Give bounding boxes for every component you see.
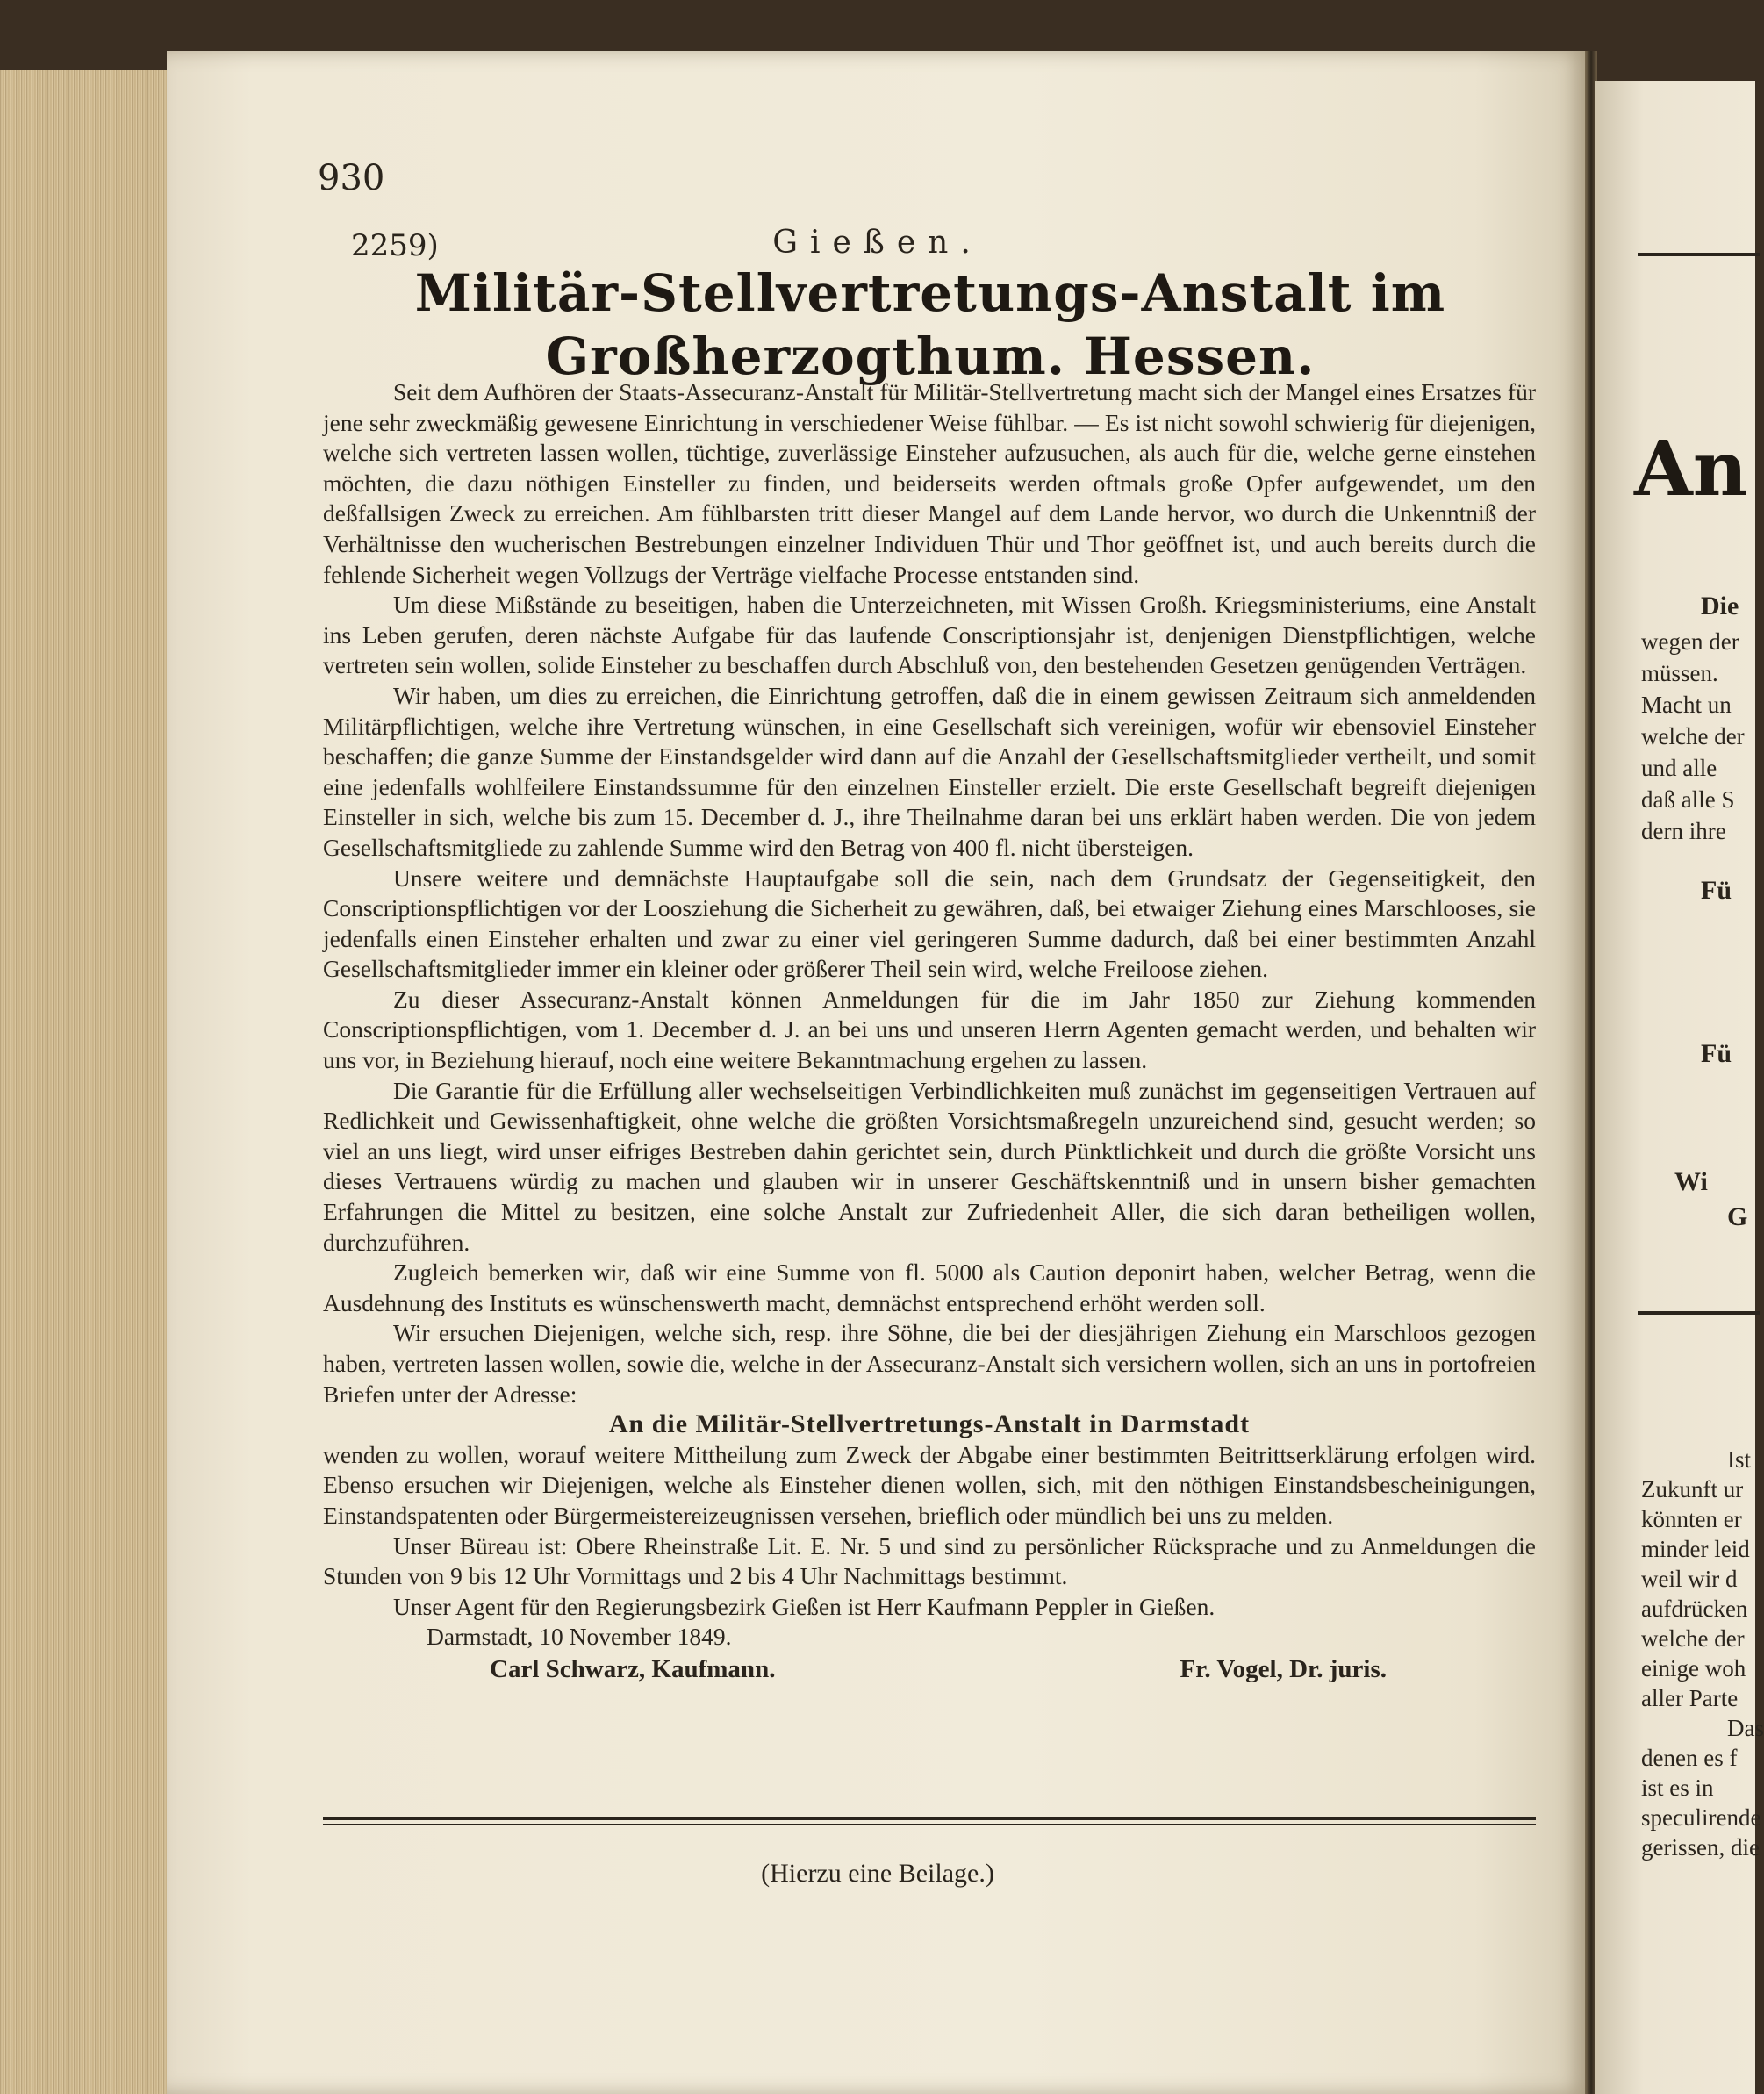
paragraph: Zu dieser Assecuranz-Anstalt können Anmeldungen für die im Jahr 1850 zur Ziehung kommenden Conscriptionspflichtigen, vom 1. December d. J. an bei uns und unseren Herrn Agenten gemacht werden, und behalten wir uns vor, in Beziehung hierauf, noch eine weitere Bekanntmachung ergehen zu lassen. xyxy=(323,985,1536,1074)
right-page-heading: An xyxy=(1634,425,1748,513)
right-page-line: Wi xyxy=(1674,1167,1708,1196)
right-page-line: Zukunft ur xyxy=(1641,1476,1744,1502)
paragraph: Unsere weitere und demnächste Hauptaufgabe soll die sein, nach dem Grundsatz der Gegenseitigkeit, den Conscriptionspflichtigen vor der Loosziehung die Sicherheit zu gewähren, daß, bei etwaiger Ziehung eines Marschlooses, sie jedenfalls einen Einsteher erhalten und zwar zu einer viel geringeren Summe dadurch, daß bei einer bestimmten Anzahl Gesellschaftsmitglieder immer ein kleiner oder größerer Theil sein wird, welche Freiloose ziehen. xyxy=(323,864,1536,983)
right-page-line: Macht un xyxy=(1641,692,1732,718)
paragraph: wenden zu wollen, worauf weitere Mittheilung zum Zweck der Abgabe einer bestimmten Beitrittserklärung erfolgen wird. Ebenso ersuchen wir Diejenigen, welche als Einsteher dienen wollen, sich, mit den nöthigen Einstandsbescheinigungen, Einstandspatenten oder Bürgermeistereizeugnissen versehen, brieflich oder mündlich bei uns zu melden. xyxy=(323,1440,1536,1529)
right-page-line: einige woh xyxy=(1641,1655,1746,1682)
paragraph: Wir ersuchen Diejenigen, welche sich, resp. ihre Söhne, die bei der diesjährigen Ziehung ein Marschloos gezogen haben, vertreten lassen wollen, sowie die, welche in der Assecuranz-Anstalt sich versichern wollen, sich an uns in portofreien Briefen unter der Adresse: xyxy=(323,1319,1536,1408)
right-page xyxy=(1595,81,1764,2094)
notice-body xyxy=(323,377,1536,1685)
right-page-line: denen es f xyxy=(1641,1745,1738,1771)
right-page-line: und alle xyxy=(1641,755,1717,781)
right-page-line: daß alle S xyxy=(1641,786,1735,813)
signature-right: Fr. Vogel, Dr. juris. xyxy=(1180,1654,1387,1683)
right-page-rule xyxy=(1638,253,1760,256)
footer-note: (Hierzu eine Beilage.) xyxy=(761,1859,994,1888)
paragraph: Um diese Mißstände zu beseitigen, haben die Unterzeichneten, mit Wissen Großh. Kriegsministeriums, eine Anstalt ins Leben gerufen, deren nächste Aufgabe für das laufende Conscriptionsjahr ist, denjenigen Dienstpflichtigen, welche vertreten sein wollen, solide Einsteher zu beschaffen durch Abschluß von, den bestehenden Gesetzen genügenden Verträgen. xyxy=(323,591,1536,679)
place-heading: Gießen. xyxy=(772,225,983,261)
right-page-line: speculirende xyxy=(1641,1804,1761,1831)
closing-rule xyxy=(323,1817,1536,1820)
right-page-line: gerissen, die xyxy=(1641,1834,1760,1861)
right-page-line: Fü xyxy=(1701,876,1732,905)
signature-left: Carl Schwarz, Kaufmann. xyxy=(490,1654,776,1683)
page-number: 930 xyxy=(318,158,385,198)
right-page-line: aufdrücken xyxy=(1641,1596,1748,1622)
page-edges xyxy=(0,70,174,2094)
agent-paragraph: Unser Agent für den Regierungsbezirk Gießen ist Herr Kaufmann Peppler in Gießen. xyxy=(393,1592,1215,1620)
right-page-line: müssen. xyxy=(1641,660,1718,686)
paragraph: Zugleich bemerken wir, daß wir eine Summe von fl. 5000 als Caution deponirt haben, welcher Betrag, wenn die Ausdehnung des Instituts es wünschenswerth macht, demnächst entsprechend erhöht werden soll. xyxy=(323,1259,1536,1316)
right-page-rule xyxy=(1638,1311,1760,1315)
right-page-line: weil wir d xyxy=(1641,1566,1738,1592)
paragraph: Wir haben, um dies zu erreichen, die Einrichtung getroffen, daß die in einem gewissen Zeitraum sich anmeldenden Militärpflichtigen, welche ihre Vertretung wünschen, in eine Gesellschaft sich vereinigen, wofür wir ebensoviel Einsteher beschaffen; die ganze Summe der Einstandsgelder wird dann auf die Anzahl der Gesellschaftsmitglieder vertheilt, und somit eine jedenfalls wohlfeilere Einstandssumme für den einzelnen Einsteller erzielt. Die erste Gesellschaft begreift diejenigen Einsteller in sich, welche bis zum 15. December d. J., ihre Theilnahme daran bei uns erklärt haben werden. Die von jedem Gesellschaftsmitgliede zu zahlende Summe wird den Betrag von 400 fl. nicht übersteigen. xyxy=(323,681,1536,861)
paragraph: Seit dem Aufhören der Staats-Assecuranz-Anstalt für Militär-Stellvertretung macht sich der Mangel eines Ersatzes für jene sehr zweckmäßig gewesene Einrichtung in verschiedener Weise fühlbar. — Es ist nicht sowohl schwierig für diejenigen, welche sich vertreten lassen wollen, tüchtige, zuverlässige Einsteher aufzusuchen, als auch für die, welche gerne einstehen möchten, die dazu nöthigen Einsteller zu finden, und beiderseits werden oftmals große Opfer aufgewendet, um den deßfallsigen Zweck zu erreichen. Am fühlbarsten tritt dieser Mangel auf dem Lande hervor, wo durch die Unkenntniß der Verhältnisse den wucherischen Bestrebungen einzelner Individuen Thür und Thor geöffnet ist, und auch bereits durch die fehlende Sicherheit wegen Vollzugs der Verträge vielfache Processe entstanden sind. xyxy=(323,378,1536,588)
paragraph: Die Garantie für die Erfüllung aller wechselseitigen Verbindlichkeiten muß zunächst im gegenseitigen Vertrauen auf Redlichkeit und Gewissenhaftigkeit, ohne welche die größten Vorsichtsmaßregeln unzureichend sind, gesucht werden; so viel an uns liegt, wird unser eifriges Bestreben dahin gerichtet sein, durch Pünktlichkeit und durch die größte Vorsicht uns dieses Vertrauens würdig zu machen und glauben wir in unserer Geschäftskenntniß und in unsern bisher gemachten Erfahrungen die Mittel zu besitzen, eine solche Anstalt zur Zufriedenheit Aller, die sich daran betheiligen wollen, durchzuführen. xyxy=(323,1076,1536,1256)
right-page-line: G xyxy=(1727,1202,1748,1231)
entry-number: 2259) xyxy=(351,228,439,263)
right-page-line: aller Parte xyxy=(1641,1685,1739,1711)
right-page-line: Fü xyxy=(1701,1039,1732,1068)
closing-rule-thin xyxy=(323,1824,1536,1825)
signatures xyxy=(323,1654,1536,1685)
right-page-line: Ist xyxy=(1727,1446,1751,1473)
right-page-line: welche der xyxy=(1641,1625,1745,1652)
right-page-line: könnten er xyxy=(1641,1506,1742,1532)
date-line: Darmstadt, 10 November 1849. xyxy=(427,1623,732,1651)
notice-title: Militär-Stellvertretungs-Anstalt im Großherzogthum. Hessen. xyxy=(414,263,1446,386)
right-page-line: ist es in xyxy=(1641,1775,1714,1801)
right-page-line: Die xyxy=(1701,592,1739,620)
right-page-line: wegen der xyxy=(1641,628,1739,655)
right-page-line: dern ihre xyxy=(1641,818,1726,844)
right-page-line: welche der xyxy=(1641,723,1745,749)
address-line: An die Militär-Stellvertretungs-Anstalt in Darmstadt xyxy=(608,1409,1251,1439)
office-paragraph: Unser Büreau ist: Obere Rheinstraße Lit. E. Nr. 5 und sind zu persönlicher Rücksprache und zu Anmeldungen die Stunden von 9 bis 12 Uhr Vormittags und 2 bis 4 Uhr Nachmittags bestimmt. xyxy=(323,1531,1536,1590)
right-page-line: Das xyxy=(1727,1715,1764,1741)
right-page-line: minder leid xyxy=(1641,1536,1750,1562)
